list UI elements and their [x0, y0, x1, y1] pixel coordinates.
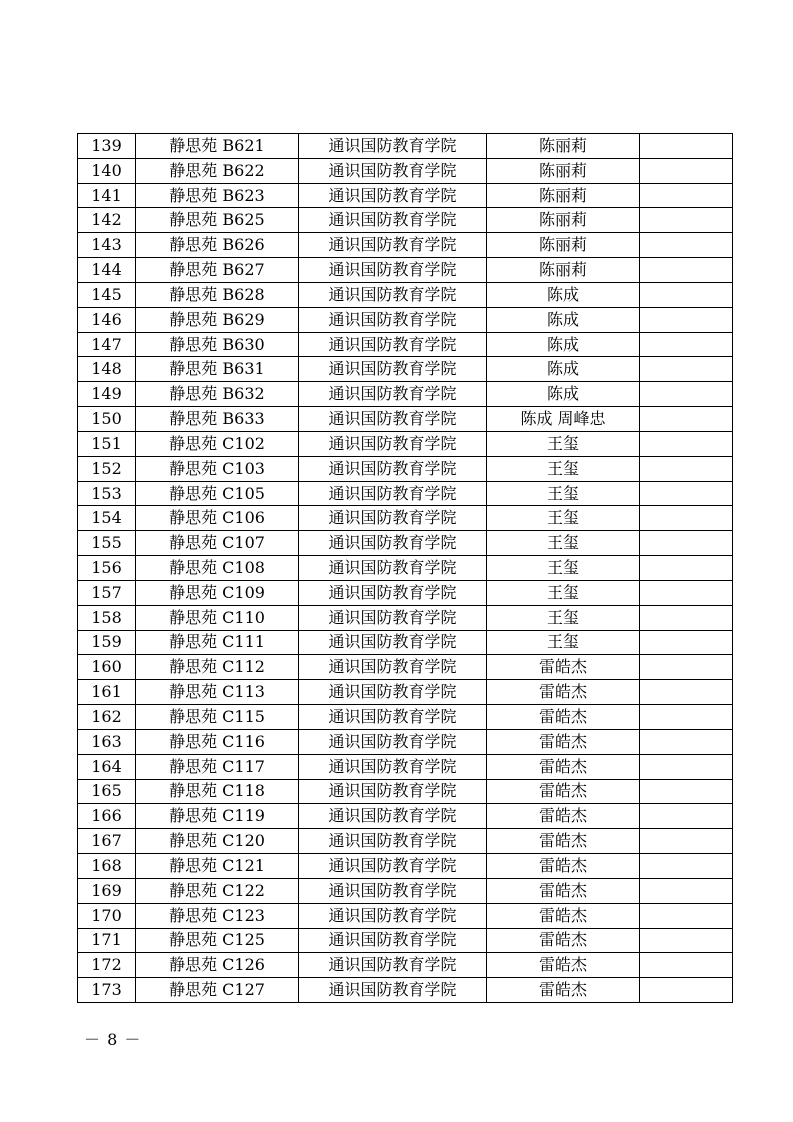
room-cell: 静思苑 C123	[136, 903, 299, 928]
room-cell: 静思苑 C107	[136, 531, 299, 556]
remark-cell	[640, 506, 733, 531]
room-cell: 静思苑 C120	[136, 829, 299, 854]
manager-cell: 雷皓杰	[487, 829, 640, 854]
remark-cell	[640, 779, 733, 804]
college-cell: 通识国防教育学院	[299, 158, 487, 183]
manager-cell: 陈成	[487, 382, 640, 407]
table-row	[78, 705, 733, 730]
college-cell: 通识国防教育学院	[299, 307, 487, 332]
table-row	[78, 258, 733, 283]
room-cell: 静思苑 B621	[136, 134, 299, 159]
college-cell: 通识国防教育学院	[299, 655, 487, 680]
remark-cell	[640, 183, 733, 208]
room-cell: 静思苑 B631	[136, 357, 299, 382]
remark-cell	[640, 282, 733, 307]
college-cell: 通识国防教育学院	[299, 680, 487, 705]
page-number: － 8 －	[84, 1030, 142, 1049]
table-row	[78, 158, 733, 183]
college-cell: 通识国防教育学院	[299, 705, 487, 730]
table-row	[78, 431, 733, 456]
manager-cell: 雷皓杰	[487, 779, 640, 804]
remark-cell	[640, 307, 733, 332]
remark-cell	[640, 158, 733, 183]
manager-cell: 陈成	[487, 282, 640, 307]
table-row	[78, 754, 733, 779]
roster-table-body	[78, 134, 733, 1003]
manager-cell: 雷皓杰	[487, 903, 640, 928]
row-number-cell: 142	[78, 208, 136, 233]
college-cell: 通识国防教育学院	[299, 754, 487, 779]
room-cell: 静思苑 B629	[136, 307, 299, 332]
remark-cell	[640, 804, 733, 829]
table-row	[78, 978, 733, 1003]
remark-cell	[640, 705, 733, 730]
row-number-cell: 159	[78, 630, 136, 655]
manager-cell: 雷皓杰	[487, 978, 640, 1003]
manager-cell: 陈丽莉	[487, 233, 640, 258]
college-cell: 通识国防教育学院	[299, 506, 487, 531]
table-row	[78, 729, 733, 754]
table-row	[78, 506, 733, 531]
row-number-cell: 163	[78, 729, 136, 754]
remark-cell	[640, 556, 733, 581]
college-cell: 通识国防教育学院	[299, 903, 487, 928]
table-row	[78, 804, 733, 829]
row-number-cell: 162	[78, 705, 136, 730]
table-row	[78, 928, 733, 953]
row-number-cell: 168	[78, 854, 136, 879]
remark-cell	[640, 903, 733, 928]
college-cell: 通识国防教育学院	[299, 258, 487, 283]
remark-cell	[640, 754, 733, 779]
manager-cell: 雷皓杰	[487, 705, 640, 730]
remark-cell	[640, 431, 733, 456]
college-cell: 通识国防教育学院	[299, 357, 487, 382]
table-row	[78, 456, 733, 481]
room-cell: 静思苑 C117	[136, 754, 299, 779]
room-cell: 静思苑 C121	[136, 854, 299, 879]
row-number-cell: 167	[78, 829, 136, 854]
row-number-cell: 145	[78, 282, 136, 307]
room-cell: 静思苑 C125	[136, 928, 299, 953]
room-cell: 静思苑 C110	[136, 605, 299, 630]
manager-cell: 王玺	[487, 456, 640, 481]
manager-cell: 陈丽莉	[487, 134, 640, 159]
row-number-cell: 157	[78, 580, 136, 605]
remark-cell	[640, 456, 733, 481]
manager-cell: 陈成 周峰忠	[487, 407, 640, 432]
table-row	[78, 953, 733, 978]
college-cell: 通识国防教育学院	[299, 804, 487, 829]
manager-cell: 陈成	[487, 307, 640, 332]
remark-cell	[640, 878, 733, 903]
table-row	[78, 332, 733, 357]
remark-cell	[640, 630, 733, 655]
college-cell: 通识国防教育学院	[299, 928, 487, 953]
manager-cell: 雷皓杰	[487, 854, 640, 879]
remark-cell	[640, 829, 733, 854]
row-number-cell: 171	[78, 928, 136, 953]
room-cell: 静思苑 C105	[136, 481, 299, 506]
room-cell: 静思苑 C112	[136, 655, 299, 680]
remark-cell	[640, 208, 733, 233]
table-row	[78, 580, 733, 605]
college-cell: 通识国防教育学院	[299, 605, 487, 630]
room-cell: 静思苑 C126	[136, 953, 299, 978]
row-number-cell: 155	[78, 531, 136, 556]
row-number-cell: 172	[78, 953, 136, 978]
room-cell: 静思苑 C108	[136, 556, 299, 581]
remark-cell	[640, 332, 733, 357]
manager-cell: 陈成	[487, 332, 640, 357]
table-row	[78, 282, 733, 307]
manager-cell: 雷皓杰	[487, 878, 640, 903]
row-number-cell: 160	[78, 655, 136, 680]
college-cell: 通识国防教育学院	[299, 556, 487, 581]
college-cell: 通识国防教育学院	[299, 183, 487, 208]
college-cell: 通识国防教育学院	[299, 233, 487, 258]
manager-cell: 王玺	[487, 605, 640, 630]
table-row	[78, 183, 733, 208]
table-row	[78, 903, 733, 928]
row-number-cell: 150	[78, 407, 136, 432]
remark-cell	[640, 407, 733, 432]
table-row	[78, 556, 733, 581]
room-cell: 静思苑 C102	[136, 431, 299, 456]
table-row	[78, 481, 733, 506]
room-cell: 静思苑 B625	[136, 208, 299, 233]
college-cell: 通识国防教育学院	[299, 829, 487, 854]
row-number-cell: 153	[78, 481, 136, 506]
room-cell: 静思苑 B630	[136, 332, 299, 357]
college-cell: 通识国防教育学院	[299, 531, 487, 556]
room-cell: 静思苑 C111	[136, 630, 299, 655]
room-cell: 静思苑 C127	[136, 978, 299, 1003]
college-cell: 通识国防教育学院	[299, 407, 487, 432]
college-cell: 通识国防教育学院	[299, 580, 487, 605]
table-row	[78, 605, 733, 630]
table-row	[78, 208, 733, 233]
remark-cell	[640, 680, 733, 705]
room-cell: 静思苑 C103	[136, 456, 299, 481]
row-number-cell: 139	[78, 134, 136, 159]
row-number-cell: 173	[78, 978, 136, 1003]
row-number-cell: 170	[78, 903, 136, 928]
remark-cell	[640, 134, 733, 159]
table-row	[78, 134, 733, 159]
row-number-cell: 144	[78, 258, 136, 283]
row-number-cell: 164	[78, 754, 136, 779]
dormitory-roster-table	[77, 133, 733, 1003]
manager-cell: 王玺	[487, 481, 640, 506]
room-cell: 静思苑 B626	[136, 233, 299, 258]
room-cell: 静思苑 B627	[136, 258, 299, 283]
table-row	[78, 655, 733, 680]
manager-cell: 王玺	[487, 506, 640, 531]
table-row	[78, 680, 733, 705]
remark-cell	[640, 854, 733, 879]
college-cell: 通识国防教育学院	[299, 134, 487, 159]
room-cell: 静思苑 C106	[136, 506, 299, 531]
manager-cell: 雷皓杰	[487, 680, 640, 705]
row-number-cell: 146	[78, 307, 136, 332]
remark-cell	[640, 655, 733, 680]
row-number-cell: 156	[78, 556, 136, 581]
remark-cell	[640, 605, 733, 630]
row-number-cell: 152	[78, 456, 136, 481]
college-cell: 通识国防教育学院	[299, 431, 487, 456]
room-cell: 静思苑 C118	[136, 779, 299, 804]
table-row	[78, 407, 733, 432]
table-row	[78, 878, 733, 903]
remark-cell	[640, 258, 733, 283]
row-number-cell: 141	[78, 183, 136, 208]
row-number-cell: 149	[78, 382, 136, 407]
row-number-cell: 140	[78, 158, 136, 183]
table-row	[78, 382, 733, 407]
table-row	[78, 829, 733, 854]
manager-cell: 陈成	[487, 357, 640, 382]
manager-cell: 雷皓杰	[487, 754, 640, 779]
room-cell: 静思苑 B622	[136, 158, 299, 183]
room-cell: 静思苑 C122	[136, 878, 299, 903]
college-cell: 通识国防教育学院	[299, 208, 487, 233]
row-number-cell: 158	[78, 605, 136, 630]
manager-cell: 雷皓杰	[487, 804, 640, 829]
row-number-cell: 169	[78, 878, 136, 903]
college-cell: 通识国防教育学院	[299, 630, 487, 655]
manager-cell: 陈丽莉	[487, 258, 640, 283]
table-row	[78, 531, 733, 556]
room-cell: 静思苑 C119	[136, 804, 299, 829]
manager-cell: 雷皓杰	[487, 655, 640, 680]
manager-cell: 陈丽莉	[487, 183, 640, 208]
college-cell: 通识国防教育学院	[299, 729, 487, 754]
remark-cell	[640, 481, 733, 506]
room-cell: 静思苑 C116	[136, 729, 299, 754]
manager-cell: 王玺	[487, 531, 640, 556]
row-number-cell: 154	[78, 506, 136, 531]
room-cell: 静思苑 B628	[136, 282, 299, 307]
college-cell: 通识国防教育学院	[299, 878, 487, 903]
manager-cell: 雷皓杰	[487, 953, 640, 978]
room-cell: 静思苑 B632	[136, 382, 299, 407]
table-row	[78, 854, 733, 879]
college-cell: 通识国防教育学院	[299, 978, 487, 1003]
table-row	[78, 357, 733, 382]
remark-cell	[640, 978, 733, 1003]
college-cell: 通识国防教育学院	[299, 779, 487, 804]
college-cell: 通识国防教育学院	[299, 382, 487, 407]
row-number-cell: 165	[78, 779, 136, 804]
college-cell: 通识国防教育学院	[299, 854, 487, 879]
remark-cell	[640, 953, 733, 978]
manager-cell: 王玺	[487, 630, 640, 655]
college-cell: 通识国防教育学院	[299, 282, 487, 307]
row-number-cell: 161	[78, 680, 136, 705]
manager-cell: 王玺	[487, 580, 640, 605]
row-number-cell: 148	[78, 357, 136, 382]
remark-cell	[640, 357, 733, 382]
college-cell: 通识国防教育学院	[299, 332, 487, 357]
table-row	[78, 779, 733, 804]
row-number-cell: 147	[78, 332, 136, 357]
manager-cell: 陈丽莉	[487, 208, 640, 233]
remark-cell	[640, 531, 733, 556]
remark-cell	[640, 233, 733, 258]
room-cell: 静思苑 B623	[136, 183, 299, 208]
table-row	[78, 630, 733, 655]
manager-cell: 王玺	[487, 431, 640, 456]
manager-cell: 王玺	[487, 556, 640, 581]
manager-cell: 陈丽莉	[487, 158, 640, 183]
room-cell: 静思苑 C113	[136, 680, 299, 705]
table-row	[78, 233, 733, 258]
manager-cell: 雷皓杰	[487, 928, 640, 953]
row-number-cell: 151	[78, 431, 136, 456]
manager-cell: 雷皓杰	[487, 729, 640, 754]
college-cell: 通识国防教育学院	[299, 953, 487, 978]
remark-cell	[640, 382, 733, 407]
room-cell: 静思苑 C109	[136, 580, 299, 605]
college-cell: 通识国防教育学院	[299, 456, 487, 481]
row-number-cell: 166	[78, 804, 136, 829]
room-cell: 静思苑 B633	[136, 407, 299, 432]
college-cell: 通识国防教育学院	[299, 481, 487, 506]
remark-cell	[640, 580, 733, 605]
remark-cell	[640, 729, 733, 754]
remark-cell	[640, 928, 733, 953]
row-number-cell: 143	[78, 233, 136, 258]
table-row	[78, 307, 733, 332]
room-cell: 静思苑 C115	[136, 705, 299, 730]
